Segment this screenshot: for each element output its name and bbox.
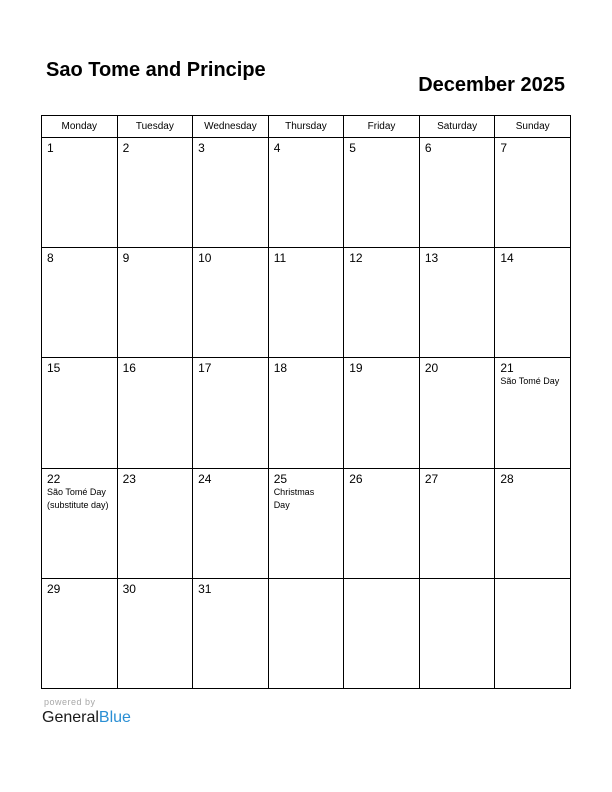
day-cell	[193, 468, 269, 578]
day-number: 23	[122, 471, 136, 486]
calendar-body	[42, 138, 571, 689]
day-number: 28	[500, 471, 514, 486]
day-cell	[42, 358, 118, 468]
holiday-label: Christmas Day	[273, 486, 315, 510]
holiday-label: São Tomé Day	[500, 376, 560, 387]
day-number: 5	[349, 141, 356, 155]
day-cell	[193, 358, 269, 468]
weekday-saturday: Saturday	[419, 116, 495, 138]
day-number: 19	[349, 361, 363, 376]
calendar-grid	[41, 115, 571, 689]
day-number: 17	[198, 361, 212, 376]
day-number: 13	[424, 251, 439, 266]
day-cell	[193, 578, 269, 688]
day-cell	[419, 138, 495, 248]
day-number: 11	[273, 251, 287, 266]
day-cell	[268, 248, 344, 358]
day-cell	[268, 468, 344, 578]
day-cell	[419, 578, 495, 688]
weekday-wednesday: Wednesday	[193, 116, 269, 138]
week-row	[42, 578, 571, 688]
day-cell	[268, 578, 344, 688]
week-row	[42, 468, 571, 578]
day-number: 4	[273, 141, 281, 155]
weekday-thursday: Thursday	[268, 116, 344, 138]
day-number: 26	[349, 471, 363, 486]
holiday-label: São Tomé Day (substitute day)	[47, 486, 109, 510]
day-number: 12	[349, 251, 363, 266]
day-cell	[495, 138, 571, 248]
day-cell	[42, 578, 118, 688]
day-cell	[42, 248, 118, 358]
week-row	[42, 248, 571, 358]
day-cell	[419, 358, 495, 468]
day-cell	[268, 358, 344, 468]
day-number: 2	[122, 141, 130, 155]
day-number: 18	[273, 361, 288, 376]
day-cell	[495, 468, 571, 578]
country-title: Sao Tome and Principe	[46, 59, 266, 81]
logo-text-general: General	[42, 709, 99, 726]
day-number: 29	[47, 581, 61, 596]
day-number: 20	[424, 361, 439, 376]
day-cell	[344, 578, 420, 688]
weekday-friday: Friday	[344, 116, 420, 138]
day-number: 31	[198, 581, 212, 596]
day-number: 30	[122, 581, 136, 596]
day-number: 25	[273, 471, 288, 486]
day-cell	[344, 468, 420, 578]
generalblue-logo	[42, 708, 131, 728]
day-cell	[193, 138, 269, 248]
day-number: 22	[47, 471, 61, 486]
day-cell	[419, 468, 495, 578]
day-number: 3	[198, 141, 205, 155]
day-cell	[495, 578, 571, 688]
week-row	[42, 358, 571, 468]
month-title: December 2025	[418, 74, 565, 96]
day-cell	[495, 358, 571, 468]
logo-text-blue: Blue	[98, 709, 131, 726]
weekday-header-row	[42, 116, 571, 138]
day-number: 14	[500, 251, 514, 266]
day-number: 6	[424, 141, 432, 155]
day-cell	[419, 248, 495, 358]
day-cell	[344, 138, 420, 248]
week-row	[42, 138, 571, 248]
day-number: 1	[47, 141, 54, 155]
day-number: 10	[198, 251, 212, 266]
weekday-sunday: Sunday	[495, 116, 571, 138]
day-cell	[117, 138, 193, 248]
weekday-tuesday: Tuesday	[117, 116, 193, 138]
day-number: 16	[122, 361, 136, 376]
powered-by-text: powered by	[44, 697, 96, 707]
day-cell	[117, 578, 193, 688]
day-cell	[42, 468, 118, 578]
day-cell	[344, 248, 420, 358]
day-cell	[42, 138, 118, 248]
day-number: 15	[47, 361, 61, 376]
day-cell	[268, 138, 344, 248]
weekday-monday: Monday	[42, 116, 118, 138]
day-cell	[117, 358, 193, 468]
day-number: 9	[122, 251, 130, 266]
day-cell	[495, 248, 571, 358]
day-number: 8	[47, 251, 54, 266]
day-number: 27	[424, 471, 439, 486]
day-cell	[117, 468, 193, 578]
day-number: 21	[500, 361, 514, 376]
day-cell	[344, 358, 420, 468]
day-number: 24	[198, 471, 212, 486]
day-cell	[193, 248, 269, 358]
day-cell	[117, 248, 193, 358]
day-number: 7	[500, 141, 508, 155]
